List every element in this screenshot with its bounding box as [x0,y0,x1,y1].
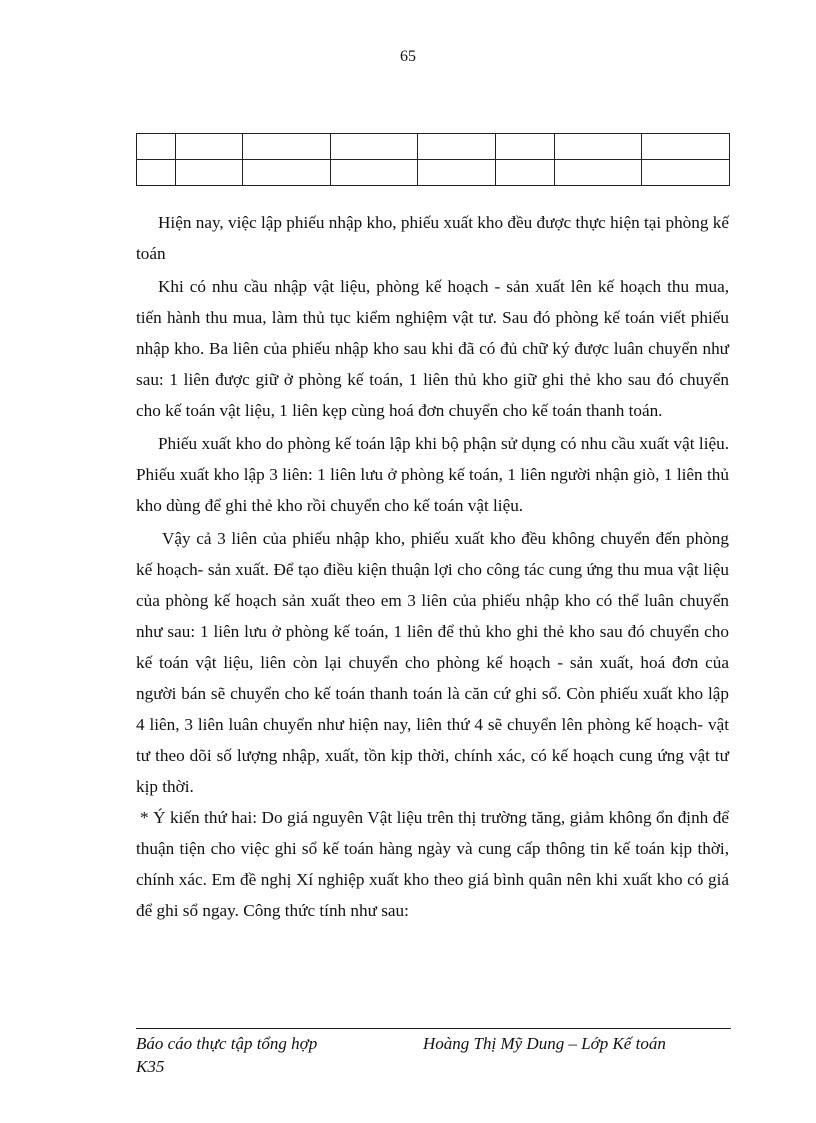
paragraph-current-practice: Hiện nay, việc lập phiếu nhập kho, phiếu xuất kho đều được thực hiện tại phòng kế toán [136,213,729,263]
table-cell [331,160,418,186]
table-cell [496,160,555,186]
paragraph-proposal-routing: Vậy cả 3 liên của phiếu nhập kho, phiếu xuất kho đều không chuyển đến phòng kế hoạch- sản xuất. Để tạo điều kiện thuận lợi cho công tác cung ứng thu mua vật liệu của phòng kế hoạch sản xuất theo em 3 liên của phiếu nhập kho có thể luân chuyển như sau: 1 liên lưu ở phòng kế toán, 1 liên để thủ kho ghi thẻ kho sau đó chuyển cho kế toán vật liệu, liên còn lại chuyển cho phòng kế hoạch - sản xuất, hoá đơn của người bán sẽ chuyển cho kế toán thanh toán là căn cứ ghi sổ. Còn phiếu xuất kho lập 4 liên, 3 liên luân chuyển như hiện nay, liên thứ 4 sẽ chuyển lên phòng kế hoạch- vật tư theo dõi số lượng nhập, xuất, tồn kịp thời, chính xác, có kế hoạch cung ứng vật tư kịp thời. [136,529,729,796]
footer-class-code: K35 [136,1057,165,1076]
table-cell [418,160,496,186]
paragraph-issue-process: Phiếu xuất kho do phòng kế toán lập khi bộ phận sử dụng có nhu cầu xuất vật liệu. Phiếu xuất kho lập 3 liên: 1 liên lưu ở phòng kế toán, 1 liên người nhận giò, 1 liên thủ kho dùng để ghi thẻ kho rồi chuyển cho kế toán vật liệu. [136,434,729,515]
footer-report-title: Báo cáo thực tập tổng hợp [136,1034,318,1053]
table-cell [642,160,730,186]
page-number: 65 [400,48,416,65]
table-cell [418,134,496,160]
paragraph-second-opinion: * Ý kiến thứ hai: Do giá nguyên Vật liệu trên thị trường tăng, giảm không ổn định để thuận tiện cho việc ghi sổ kế toán hàng ngày và cung cấp thông tin kế toán kịp thời, chính xác. Em đề nghị Xí nghiệp xuất kho theo giá bình quân nên khi xuất kho có giá để ghi sổ ngay. Công thức tính như sau: [136,808,729,920]
table-row [137,160,730,186]
empty-table [136,133,730,186]
table-cell [331,134,418,160]
table-cell [496,134,555,160]
table-cell [642,134,730,160]
table-cell [243,134,331,160]
table-row [137,134,730,160]
table-cell [137,160,176,186]
table-cell [243,160,331,186]
paragraph-receipt-process: Khi có nhu cầu nhập vật liệu, phòng kế hoạch - sản xuất lên kế hoạch thu mua, tiến hành thu mua, làm thủ tục kiểm nghiệm vật tư. Sau đó phòng kế toán viết phiếu nhập kho. Ba liên của phiếu nhập kho sau khi đã có đủ chữ ký được luân chuyển như sau: 1 liên được giữ ở phòng kế toán, 1 liên thủ kho giữ ghi thẻ kho sau đó chuyển cho kế toán vật liệu, 1 liên kẹp cùng hoá đơn chuyển cho kế toán thanh toán. [136,277,729,420]
footer-divider [136,1028,731,1029]
body-text [136,207,729,926]
table-cell [137,134,176,160]
footer-author: Hoàng Thị Mỹ Dung – Lớp Kế toán [423,1034,666,1053]
table-cell [555,160,642,186]
table-cell [176,160,243,186]
table-cell [176,134,243,160]
table-cell [555,134,642,160]
